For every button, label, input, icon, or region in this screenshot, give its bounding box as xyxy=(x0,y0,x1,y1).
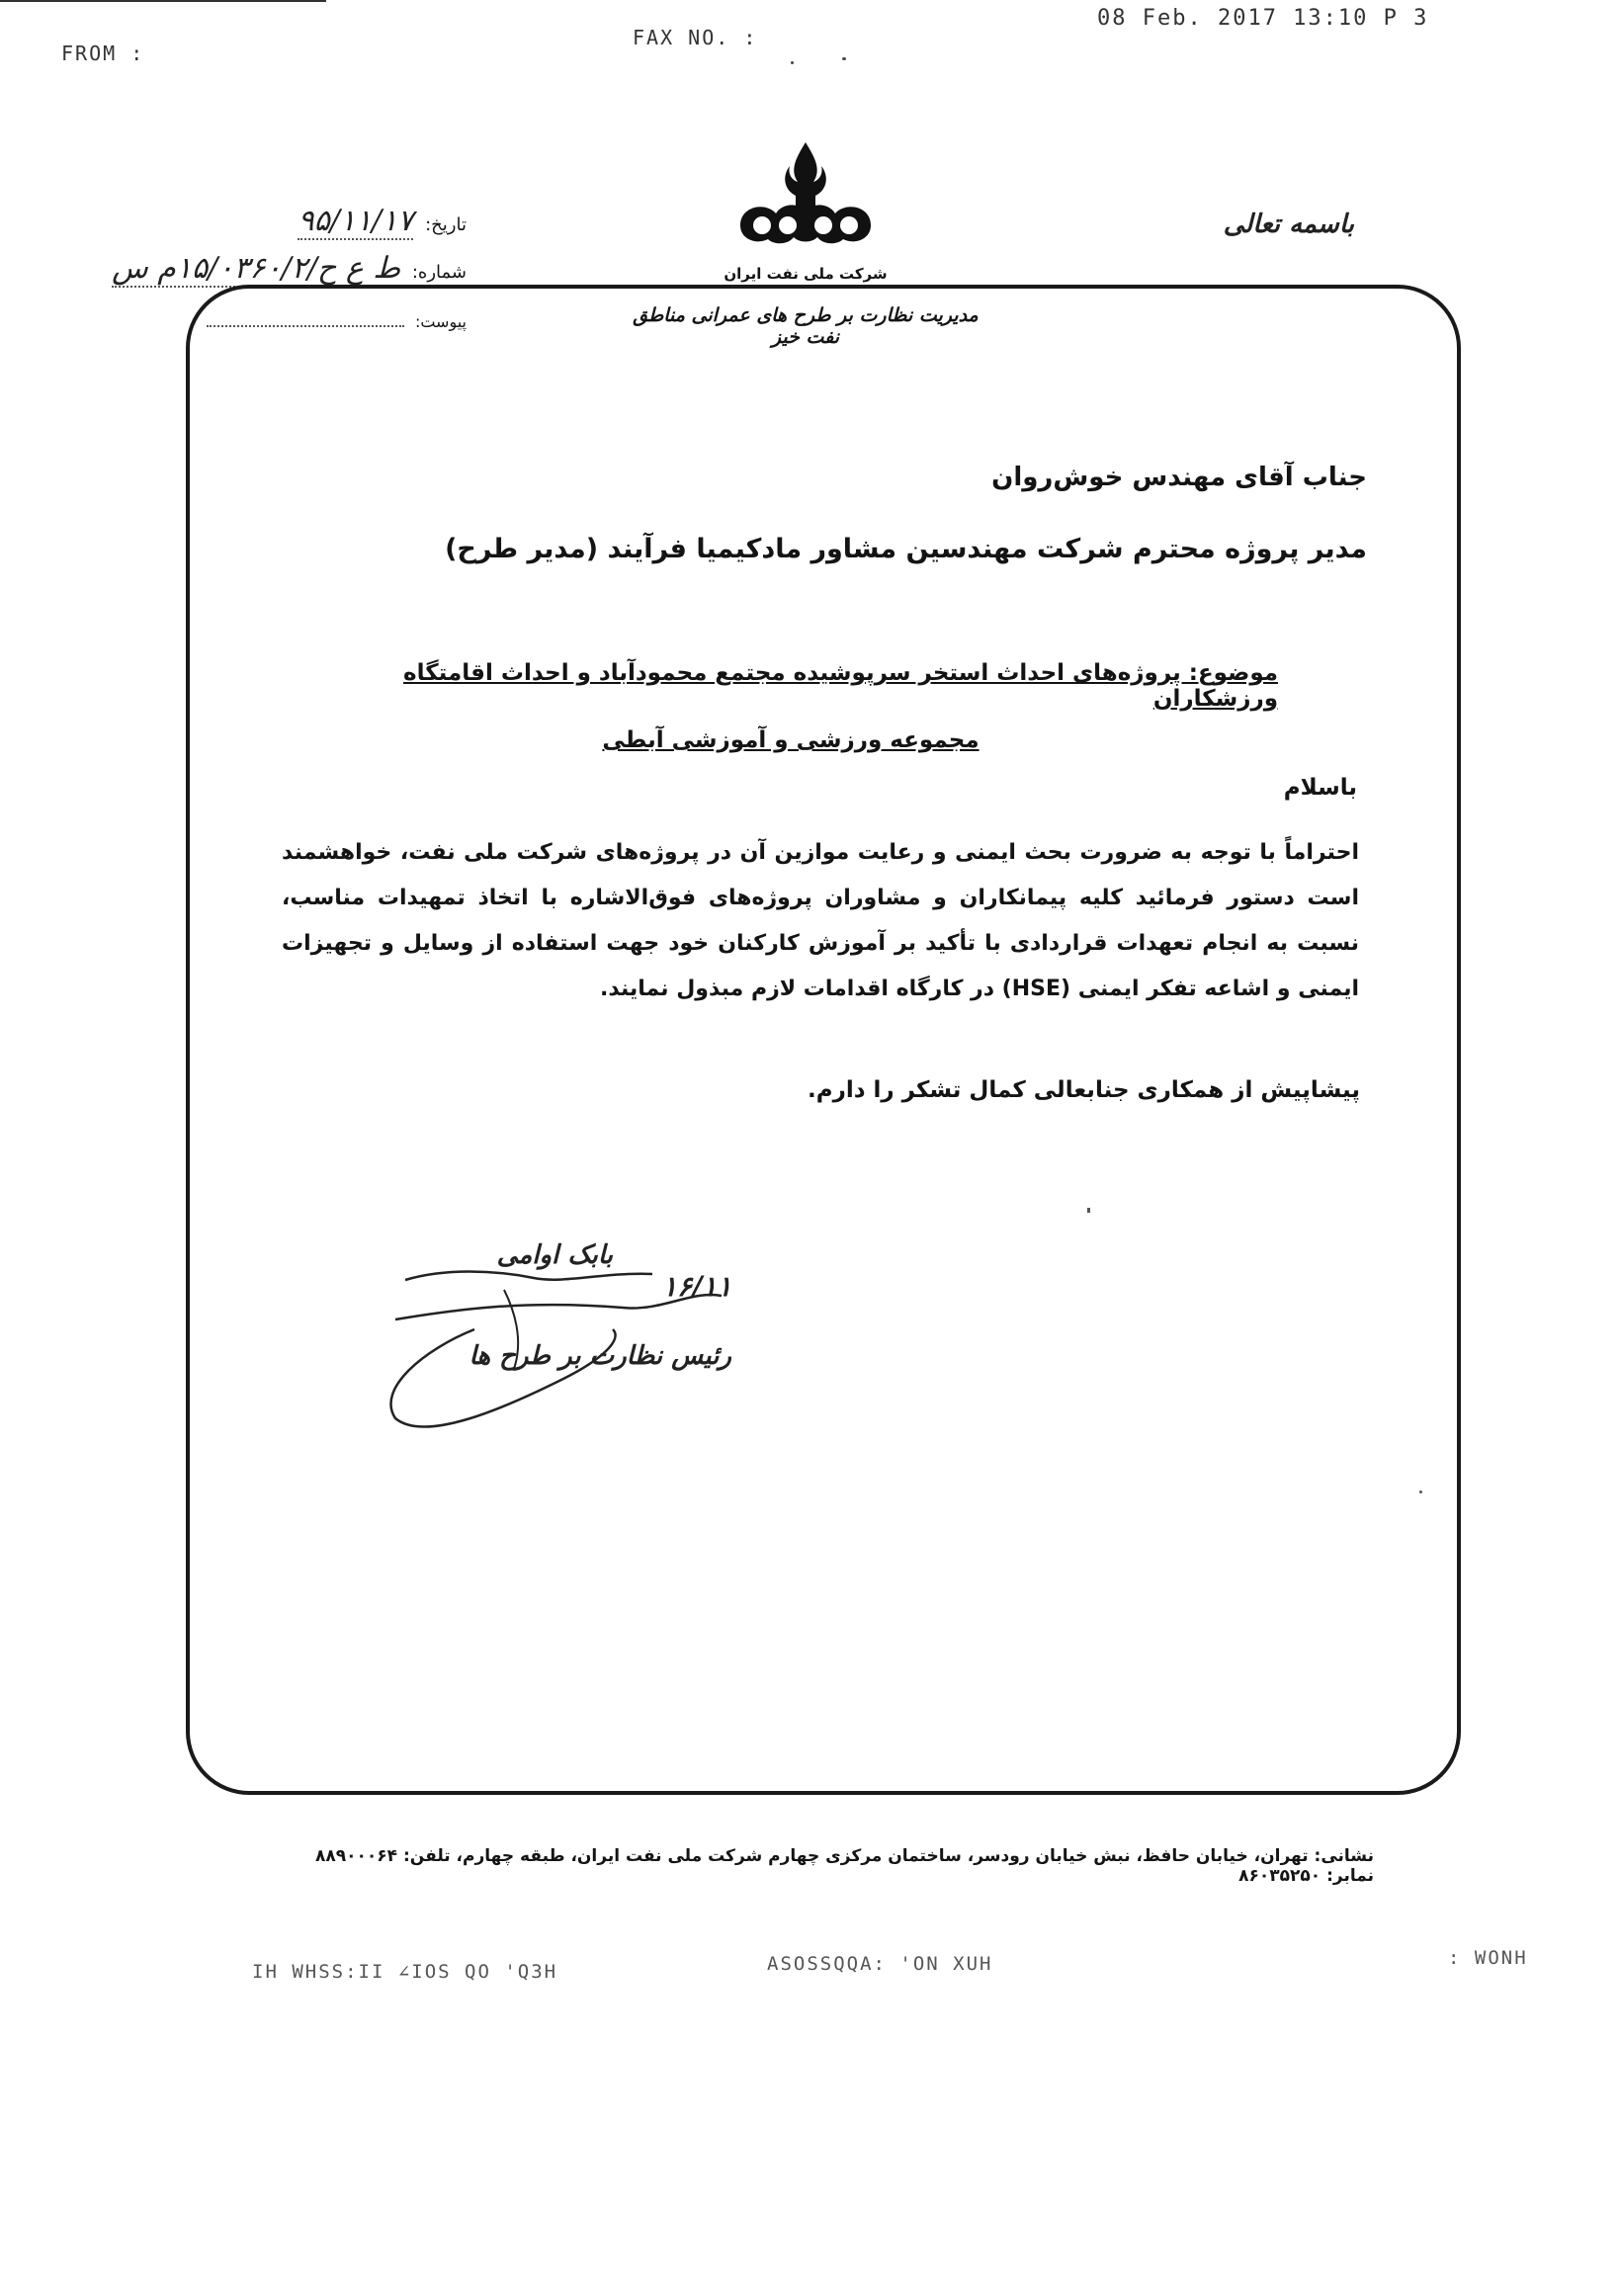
number-row xyxy=(79,251,467,288)
fax-number-label: FAX NO. : xyxy=(633,26,758,49)
invocation: باسمه تعالی xyxy=(1223,210,1354,239)
scan-speck xyxy=(842,57,846,60)
body-paragraph: احتراماً با توجه به ضرورت بحث ایمنی و رعایت موازین آن در پروژه‌های شرکت ملی نفت، خواهشمند است دستور فرمائید کلیه پیمانکاران و مشاوران پروژه‌های فوق‌الاشاره با اتخاذ تمهیدات مناسب، نسبت به انجام تعهدات قراردادی با تأکید بر آموزش کارکنان خود جهت استفاده از وسایل و تجهیزات ایمنی و اشاعه تفکر ایمنی (HSE) در کارگاه اقدامات لازم مبذول نمایند. xyxy=(282,840,1359,1001)
signatory-name: بابک اوامی xyxy=(496,1240,613,1270)
closing-line: پیشاپیش از همکاری جنابعالی کمال تشکر را دارم. xyxy=(808,1077,1360,1103)
number-value: ط ع ح/۱۵/۰۳۶۰/۲م س xyxy=(112,251,401,286)
scan-speck xyxy=(791,61,794,64)
recipient-name: جناب آقای مهندس خوش‌روان xyxy=(991,463,1367,492)
scan-speck xyxy=(1419,1490,1422,1493)
scan-top-edge-line xyxy=(0,0,326,2)
nioc-logo xyxy=(726,136,885,265)
subject-line-2: مجموعه ورزشی و آموزشی آبطی xyxy=(602,727,980,753)
date-label: تاریخ: xyxy=(425,214,467,235)
department-name: مدیریت نظارت بر طرح های عمرانی مناطق نفت خیز xyxy=(633,304,979,348)
subject-line-1: موضوع: پروژه‌های احداث استخر سرپوشیده مجتمع محمودآباد و احداث اقامتگاه ورزشکاران xyxy=(403,660,1278,712)
company-name: شرکت ملی نفت ایران xyxy=(724,265,888,283)
footer-address: نشانی: تهران، خیابان حافظ، نبش خیابان رودسر، ساختمان مرکزی چهارم شرکت ملی نفت ایران، طبقه چهارم، تلفن: ۸۸۹۰۰۰۶۴ نمابر: ۸۶۰۳۵۲۵۰ xyxy=(315,1846,1374,1886)
scan-speck xyxy=(1087,1208,1090,1213)
date-value: ۹۵/۱۱/۱۷ xyxy=(298,204,414,238)
nioc-flame-icon xyxy=(726,136,885,265)
number-label: شماره: xyxy=(411,262,467,283)
mirrored-fax-timestamp: IH WHSS:II ∠IOS QO 'Q3H xyxy=(252,1961,558,1983)
signature-note: ۱۶/۱۱ xyxy=(662,1270,732,1303)
mirrored-fax-from: : WONH xyxy=(1448,1947,1528,1969)
fax-timestamp: 08 Feb. 2017 13:10 P 3 xyxy=(1097,6,1429,31)
mirrored-fax-number: ASOSSQQA: 'ON XUH xyxy=(767,1953,993,1975)
greeting: باسلام xyxy=(1283,775,1357,801)
date-row xyxy=(109,204,467,240)
signatory-title: رئیس نظارت بر طرح ها xyxy=(469,1341,731,1371)
fax-from-label: FROM : xyxy=(61,42,145,65)
attachment-label: پیوست: xyxy=(414,312,467,331)
signature-block xyxy=(366,1231,761,1448)
letter-frame xyxy=(186,285,1461,1795)
recipient-title: مدیر پروژه محترم شرکت مهندسین مشاور مادکیمیا فرآیند (مدیر طرح) xyxy=(445,534,1367,564)
